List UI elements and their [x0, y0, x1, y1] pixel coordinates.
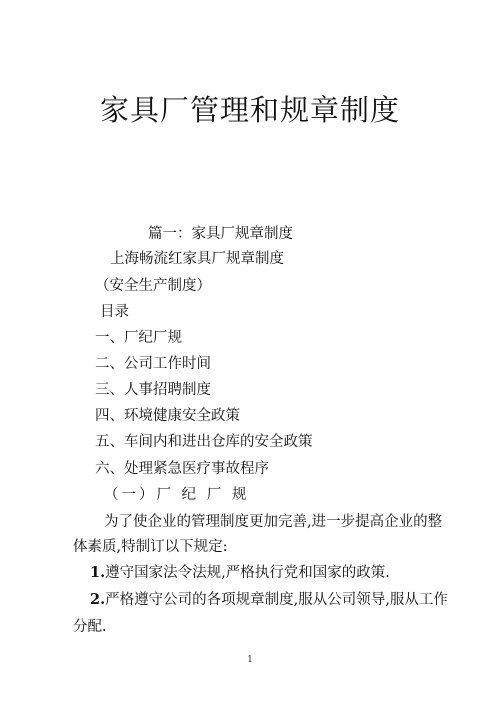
intro-paragraph-line: 为了使企业的管理制度更加完善,进一步提高企业的整 [104, 514, 443, 530]
toc-item: 六、处理紧急医疗事故程序 [95, 461, 269, 477]
rule-item [90, 563, 390, 583]
category-line: （安全生产制度） [95, 278, 211, 294]
toc-item: 四、环境健康安全政策 [95, 408, 240, 424]
rule-item [90, 590, 448, 610]
rule-item-number: 1. [90, 564, 106, 581]
rule-item-text: 遵守国家法令法规,严格执行党和国家的政策. [105, 565, 390, 581]
section-heading: （一）厂 纪 厂 规 [104, 487, 250, 503]
rule-item-continuation: 分配. [73, 619, 107, 635]
contents-label: 目录 [100, 304, 129, 320]
toc-item: 二、公司工作时间 [95, 356, 211, 372]
rule-item-text: 严格遵守公司的各项规章制度,服从公司领导,服从工作 [105, 592, 448, 608]
rule-item-number: 2. [90, 591, 106, 608]
chapter-subtitle: 篇一：家具厂规章制度 [148, 226, 293, 242]
company-regulation-line: 上海畅流红家具厂规章制度 [110, 251, 284, 267]
toc-item: 五、车间内和进出仓库的安全政策 [95, 434, 313, 450]
intro-paragraph-line: 体素质,特制订以下规定: [73, 539, 228, 555]
toc-item: 一、厂纪厂规 [95, 330, 182, 346]
document-title: 家具厂管理和规章制度 [99, 93, 400, 127]
page-number: 1 [247, 655, 253, 665]
toc-item: 三、人事招聘制度 [95, 382, 211, 398]
